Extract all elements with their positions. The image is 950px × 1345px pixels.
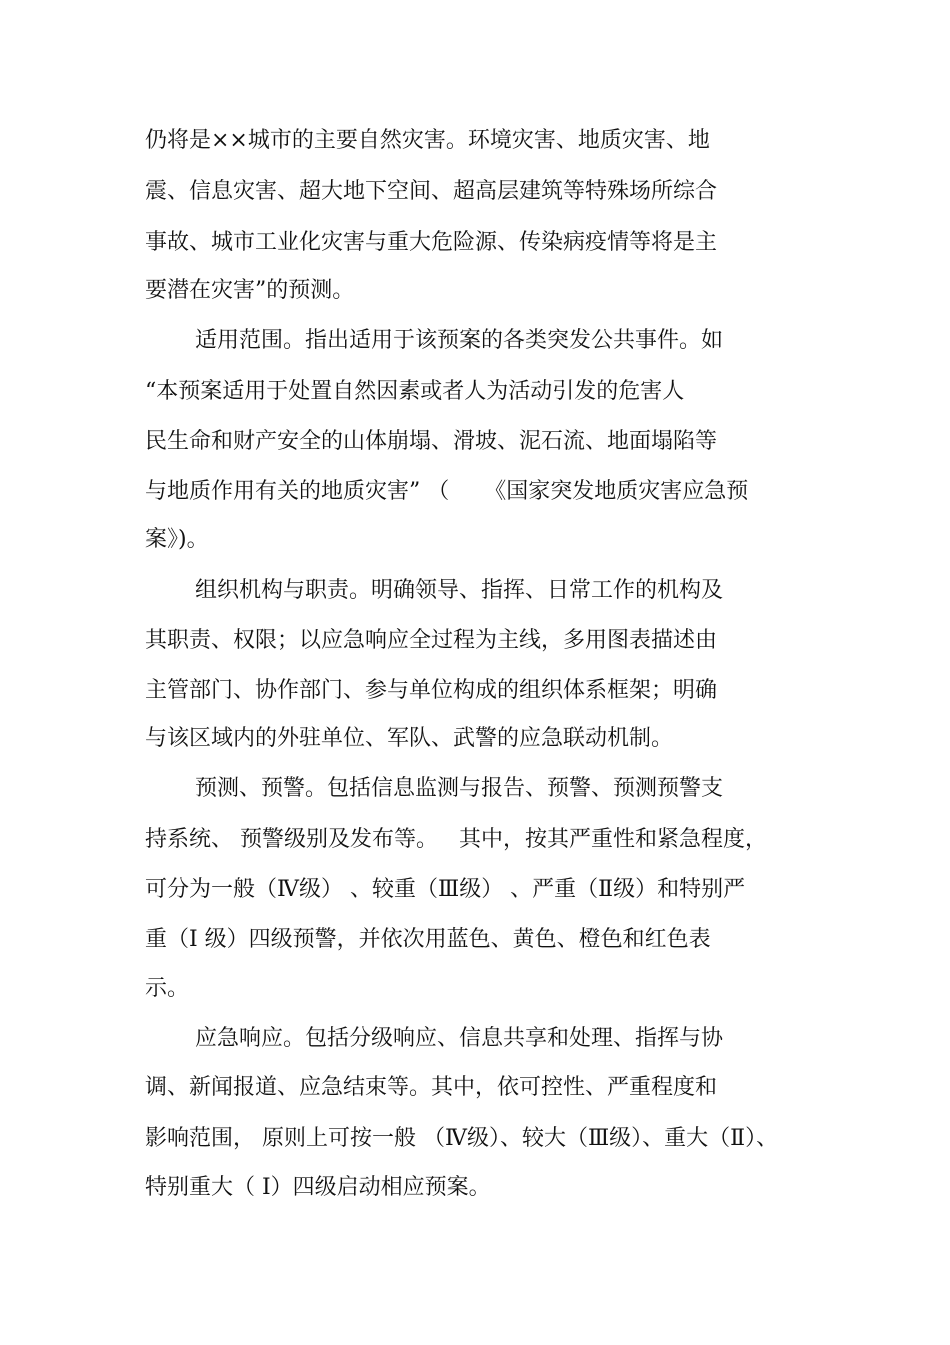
body-text-line: 适用范围。指出适用于该预案的各类突发公共事件。如 xyxy=(195,328,724,353)
body-text-line: 仍将是××城市的主要自然灾害。环境灾害、地质灾害、地 xyxy=(145,128,710,153)
body-text-line: 特别重大（ Ⅰ）四级启动相应预案。 xyxy=(145,1175,491,1200)
body-text-line: 组织机构与职责。明确领导、指挥、日常工作的机构及 xyxy=(195,578,724,603)
body-text-line: 重（Ⅰ 级）四级预警，并依次用蓝色、黄色、橙色和红色表 xyxy=(145,927,711,952)
body-text-line: 事故、城市工业化灾害与重大危险源、传染病疫情等将是主 xyxy=(145,230,718,255)
body-text-line: 可分为一般（Ⅳ级） 、较重（Ⅲ级） 、严重（Ⅱ级）和特别严 xyxy=(145,877,746,902)
body-text-line: 持系统、 预警级别及发布等。 其中，按其严重性和紧急程度， xyxy=(145,827,767,852)
body-text-line: 示。 xyxy=(145,976,190,1001)
body-text-line: 应急响应。包括分级响应、信息共享和处理、指挥与协 xyxy=(195,1026,724,1051)
body-text-line: 主管部门、协作部门、参与单位构成的组织体系框架；明确 xyxy=(145,678,718,703)
body-text-line: 案》)。 xyxy=(145,527,209,552)
body-text-line: 与地质作用有关的地质灾害” （ 《国家突发地质灾害应急预 xyxy=(145,479,749,504)
body-text-line: “本预案适用于处置自然因素或者人为活动引发的危害人 xyxy=(145,379,685,404)
body-text-line: 与该区域内的外驻单位、军队、武警的应急联动机制。 xyxy=(145,726,674,751)
body-text-line: 预测、预警。包括信息监测与报告、预警、预测预警支 xyxy=(195,776,724,801)
body-text-line: 其职责、权限；以应急响应全过程为主线，多用图表描述由 xyxy=(145,628,718,653)
body-text-line: 要潜在灾害”的预测。 xyxy=(145,278,355,303)
body-text-line: 调、新闻报道、应急结束等。其中，依可控性、严重程度和 xyxy=(145,1075,718,1100)
body-text-line: 民生命和财产安全的山体崩塌、滑坡、泥石流、地面塌陷等 xyxy=(145,429,718,454)
body-text-line: 影响范围， 原则上可按一般 （Ⅳ级）、较大（Ⅲ级）、重大（Ⅱ）、 xyxy=(145,1126,779,1151)
body-text-line: 震、信息灾害、超大地下空间、超高层建筑等特殊场所综合 xyxy=(145,179,718,204)
